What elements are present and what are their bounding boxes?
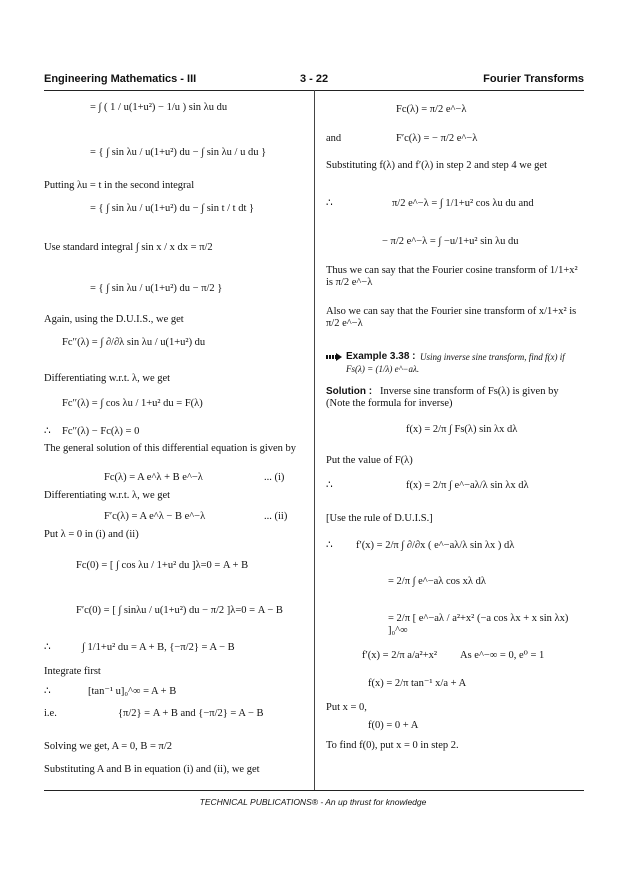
page-footer: TECHNICAL PUBLICATIONS® - An up thrust for knowledge (199, 797, 427, 807)
equation: f′(x) = 2/π a/a²+x² (362, 650, 438, 661)
text-line: Again, using the D.U.I.S., we get (44, 314, 184, 325)
header-chapter-title: Fourier Transforms (483, 73, 584, 85)
text-line: [Use the rule of D.U.I.S.] (326, 513, 433, 524)
equation-number: ... (ii) (264, 511, 288, 522)
equation: = { ∫ sin λu / u(1+u²) du − π/2 } (90, 283, 223, 294)
ie-label: i.e. (44, 708, 57, 719)
text-line: To find f(0), put x = 0 in step 2. (326, 740, 459, 751)
example-arrow-icon (326, 351, 342, 363)
text-line: Putting λu = t in the second integral (44, 180, 195, 191)
equation: = ∫ ( 1 / u(1+u²) − 1/u ) sin λu du (90, 102, 228, 113)
therefore-symbol: ∴ (326, 198, 333, 209)
footer-rule (44, 790, 584, 791)
text-paragraph: Thus we can say that the Fourier cosine transform of 1/1+x² is π/2 e^−λ (326, 265, 578, 288)
therefore-symbol: ∴ (326, 480, 333, 491)
equation: f(x) = 2/π tan⁻¹ x/a + A (368, 678, 467, 689)
equation-number: ... (i) (264, 472, 285, 483)
equation: f(0) = 0 + A (368, 720, 419, 731)
left-column (44, 0, 309, 883)
equation: F′c(λ) = A e^λ − B e^−λ (104, 511, 206, 522)
equation: [tan⁻¹ u]₀^∞ = A + B (88, 686, 177, 697)
solution-label: Solution : (326, 386, 373, 397)
and-label: and (326, 133, 342, 144)
therefore-symbol: ∴ (44, 686, 51, 697)
example-label: Example 3.38 : (346, 351, 416, 362)
equation: ∫ 1/1+u² du = A + B, {−π/2} = A − B (82, 642, 235, 653)
text-line: Put the value of F(λ) (326, 455, 413, 466)
equation: f(x) = 2/π ∫ e^−aλ/λ sin λx dλ (406, 480, 529, 491)
equation: f′(x) = 2/π ∫ ∂/∂x ( e^−aλ/λ sin λx ) dλ (356, 540, 515, 551)
text-line: Integrate first (44, 666, 101, 677)
equation: Fc(λ) = A e^λ + B e^−λ (104, 472, 203, 483)
equation: π/2 e^−λ = ∫ 1/1+u² cos λu du and (392, 198, 534, 209)
text-line: Differentiating w.r.t. λ, we get (44, 373, 171, 384)
therefore-symbol: ∴ (326, 540, 333, 551)
equation: Fc(0) = [ ∫ cos λu / 1+u² du ]λ=0 = A + B (76, 560, 249, 571)
equation-note: As e^−∞ = 0, e⁰ = 1 (460, 650, 545, 661)
equation: Fc′′(λ) = ∫ ∂/∂λ sin λu / u(1+u²) du (62, 337, 206, 348)
equation: = { ∫ sin λu / u(1+u²) du − ∫ sin t / t dt } (90, 203, 255, 214)
text-line: Substituting A and B in equation (i) and (ii), we get (44, 764, 260, 775)
equation: = { ∫ sin λu / u(1+u²) du − ∫ sin λu / u du } (90, 147, 267, 158)
equation: = 2/π ∫ e^−aλ cos xλ dλ (388, 576, 486, 587)
equation: Fc′′(λ) − Fc(λ) = 0 (62, 426, 140, 437)
column-divider (314, 90, 315, 790)
text-line: Put x = 0, (326, 702, 367, 713)
text-line: Differentiating w.r.t. λ, we get (44, 490, 171, 501)
right-column (326, 0, 584, 883)
equation: F′c(λ) = − π/2 e^−λ (396, 133, 478, 144)
example-text: Using inverse sine transform, find f(x) if Fs(λ) = (1/λ) e^−aλ. (346, 352, 565, 374)
text-paragraph: Also we can say that the Fourier sine transform of x/1+x² is π/2 e^−λ (326, 306, 577, 329)
text-line: Use standard integral ∫ sin x / x dx = π/2 (44, 242, 213, 253)
header-page-number: 3 - 22 (300, 73, 329, 85)
equation: f(x) = 2/π ∫ Fs(λ) sin λx dλ (406, 424, 518, 435)
therefore-symbol: ∴ (44, 426, 51, 437)
text-line: Put λ = 0 in (i) and (ii) (44, 529, 139, 540)
equation: − π/2 e^−λ = ∫ −u/1+u² sin λu du (382, 236, 519, 247)
text-paragraph: Substituting f(λ) and f′(λ) in step 2 and step 4 we get (326, 160, 547, 171)
text-line: The general solution of this differential equation is given by (44, 443, 297, 454)
header-book-title: Engineering Mathematics - III (44, 73, 197, 85)
solution-text: Inverse sine transform of Fs(λ) is given by (Note the formula for inverse) (326, 386, 559, 409)
equation: F′c(0) = [ ∫ sinλu / u(1+u²) du − π/2 ]λ=0 = A − B (76, 605, 283, 616)
equation: Fc(λ) = π/2 e^−λ (396, 104, 467, 115)
therefore-symbol: ∴ (44, 642, 51, 653)
text-line: Solving we get, A = 0, B = π/2 (44, 741, 172, 752)
equation: {π/2} = A + B and {−π/2} = A − B (118, 708, 264, 719)
equation: = 2/π [ e^−aλ / a²+x² (−a cos λx + x sin λx) ]₀^∞ (388, 613, 569, 636)
equation: Fc′′(λ) = ∫ cos λu / 1+u² du = F(λ) (62, 398, 203, 409)
